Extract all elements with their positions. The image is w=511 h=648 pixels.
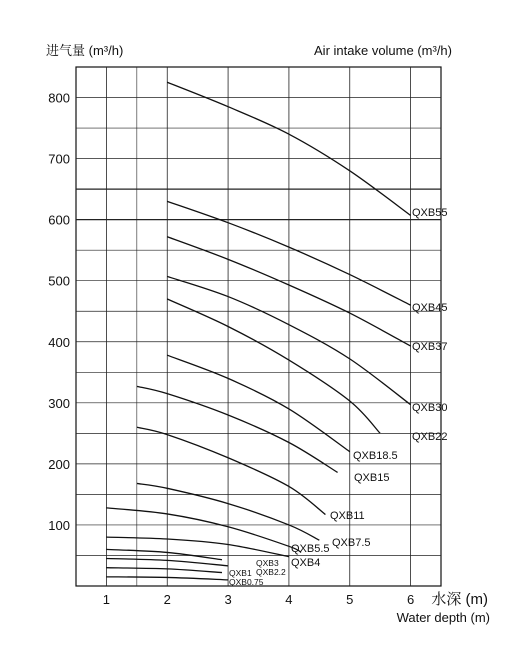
series-label-qxb15: QXB15: [354, 472, 390, 484]
chart-curves: [106, 82, 410, 580]
chart-ticks: [48, 91, 414, 607]
y-axis-label-cn: 进气量 (m³/h): [46, 43, 124, 58]
chart-grid: [76, 67, 441, 586]
series-label-qxb45: QXB45: [412, 302, 448, 314]
x-tick-label: 6: [406, 592, 415, 607]
y-tick-label: 300: [48, 395, 70, 411]
series-label-qxb3: QXB3: [256, 558, 279, 568]
y-tick-label: 600: [48, 212, 70, 228]
x-axis-label-en: Water depth (m): [396, 610, 490, 625]
series-line-qxb22: [167, 299, 380, 433]
x-tick-label: 4: [285, 592, 293, 607]
chart-series-labels: [229, 207, 447, 587]
y-axis-label-en: Air intake volume (m³/h): [314, 43, 452, 58]
series-line-qxb4: [106, 537, 289, 557]
series-label-qxb4: QXB4: [291, 557, 321, 569]
series-label-qxb0-75: QXB0.75: [229, 577, 264, 587]
series-label-qxb1: QXB1: [229, 568, 252, 578]
series-line-qxb18-5: [167, 355, 350, 451]
series-label-qxb7-5: QXB7.5: [332, 537, 371, 549]
y-tick-label: 200: [48, 456, 70, 472]
series-label-qxb22: QXB22: [412, 431, 448, 443]
series-label-qxb37: QXB37: [412, 341, 448, 353]
y-tick-label: 400: [48, 334, 70, 350]
x-tick-label: 3: [224, 592, 232, 607]
series-line-qxb1: [106, 568, 222, 573]
x-axis-label-cn: 水深 (m): [431, 591, 488, 608]
series-line-qxb5-5: [106, 508, 301, 553]
series-line-qxb3: [106, 549, 222, 559]
y-tick-label: 500: [48, 273, 70, 289]
series-label-qxb2-2: QXB2.2: [256, 567, 286, 577]
x-tick-label: 2: [163, 592, 171, 607]
series-label-qxb18-5: QXB18.5: [353, 450, 398, 462]
y-tick-label: 800: [48, 90, 70, 106]
y-tick-label: 700: [48, 151, 70, 167]
plot-frame: [76, 67, 441, 586]
x-tick-label: 5: [346, 592, 354, 607]
series-label-qxb30: QXB30: [412, 402, 448, 414]
y-tick-label: 100: [48, 517, 70, 533]
series-label-qxb55: QXB55: [412, 207, 448, 219]
series-label-qxb5-5: QXB5.5: [291, 543, 330, 555]
x-tick-label: 1: [102, 592, 111, 607]
series-label-qxb11: QXB11: [330, 510, 365, 522]
series-line-qxb11: [137, 427, 326, 514]
